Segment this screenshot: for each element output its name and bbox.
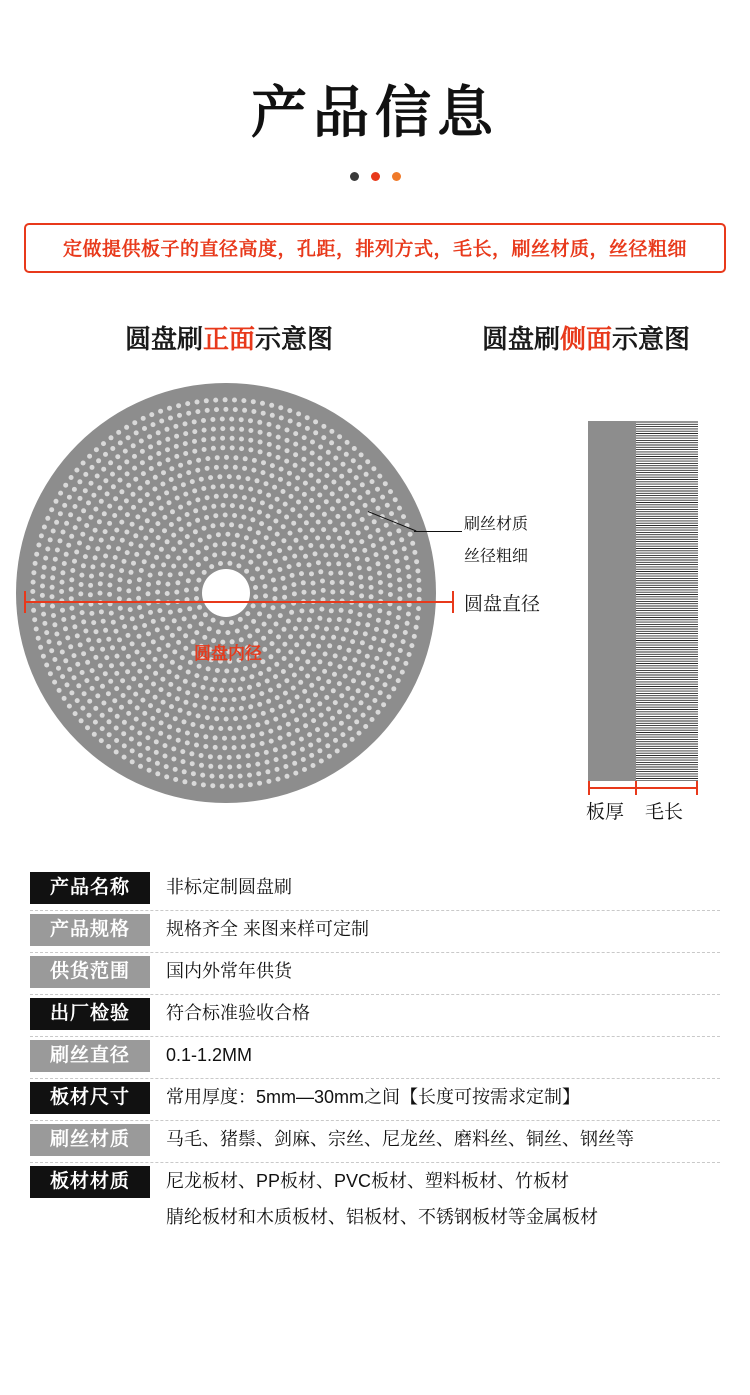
label-inner-diameter: 圆盘内径 — [194, 643, 262, 663]
spec-key: 产品规格 — [30, 914, 150, 946]
spec-value-line: 马毛、猪鬃、剑麻、宗丝、尼龙丝、磨料丝、铜丝、钢丝等 — [166, 1128, 634, 1149]
decorative-dots — [0, 172, 750, 181]
notice-banner-wrap — [0, 223, 750, 273]
spec-key: 板材尺寸 — [30, 1082, 150, 1114]
spec-value-line: 尼龙板材、PP板材、PVC板材、塑料板材、竹板材 — [166, 1170, 570, 1191]
dot-orange — [392, 172, 401, 181]
bristle-length-cap-right — [696, 781, 698, 795]
front-caption-suffix: 示意图 — [255, 323, 334, 354]
diagram-captions — [0, 319, 750, 359]
spec-value-line: 常用厚度：5mm—30mm之间【长度可按需求定制】 — [166, 1086, 581, 1107]
spec-value-line: 腈纶板材和木质板材、铝板材、不锈钢板材等金属板材 — [166, 1206, 598, 1227]
spec-value-line: 非标定制圆盘刷 — [166, 876, 292, 897]
side-caption-prefix: 圆盘刷 — [482, 323, 561, 354]
side-plate-body — [588, 421, 636, 781]
label-bristle-length: 毛长 — [645, 801, 684, 823]
table-row — [30, 1079, 720, 1121]
spec-value — [150, 869, 720, 905]
spec-key: 产品名称 — [30, 872, 150, 904]
disc-front-view — [16, 383, 541, 803]
disc-center-hole — [202, 569, 250, 617]
front-view-caption — [125, 319, 333, 356]
spec-key: 出厂检验 — [30, 998, 150, 1030]
spec-value — [150, 995, 720, 1031]
product-diagram — [0, 373, 750, 863]
front-caption-highlight: 正面 — [203, 323, 256, 354]
spec-key: 刷丝直径 — [30, 1040, 150, 1072]
specification-table — [30, 869, 720, 1241]
page-title: 产品信息 — [251, 81, 499, 144]
spec-value-line: 规格齐全 来图来样可定制 — [166, 918, 369, 939]
plate-thickness-line — [588, 787, 636, 789]
leader-line-material — [414, 531, 462, 532]
table-row — [30, 1121, 720, 1163]
table-row — [30, 911, 720, 953]
page-header — [0, 0, 750, 181]
label-bristle-material: 刷丝材质 — [464, 515, 529, 533]
custom-order-notice: 定做提供板子的直径高度，孔距，排列方式，毛长，刷丝材质，丝径粗细 — [24, 223, 726, 273]
dot-dark — [350, 172, 359, 181]
spec-value-line: 符合标准验收合格 — [166, 1002, 310, 1023]
spec-value — [150, 1079, 720, 1115]
bristle-length-line — [636, 787, 698, 789]
table-row — [30, 995, 720, 1037]
side-view-caption — [482, 319, 690, 356]
spec-key: 板材材质 — [30, 1166, 150, 1198]
table-row — [30, 869, 720, 911]
spec-key: 供货范围 — [30, 956, 150, 988]
dot-red — [371, 172, 380, 181]
table-row — [30, 1037, 720, 1079]
spec-value-line: 0.1-1.2MM — [166, 1044, 253, 1065]
spec-value-line: 国内外常年供货 — [166, 960, 292, 981]
side-caption-suffix: 示意图 — [612, 323, 691, 354]
spec-value — [150, 953, 720, 989]
table-row — [30, 1163, 720, 1241]
spec-key: 刷丝材质 — [30, 1124, 150, 1156]
label-disc-diameter: 圆盘直径 — [464, 593, 541, 615]
spec-value — [150, 1163, 720, 1235]
disc-side-view — [560, 373, 730, 843]
spec-value — [150, 911, 720, 947]
label-wire-diameter: 丝径粗细 — [464, 547, 529, 565]
front-caption-prefix: 圆盘刷 — [125, 323, 204, 354]
diameter-line — [24, 601, 454, 603]
side-caption-highlight: 侧面 — [560, 323, 613, 354]
table-row — [30, 953, 720, 995]
side-bristles — [636, 421, 698, 781]
spec-value — [150, 1037, 720, 1073]
label-plate-thickness: 板厚 — [586, 801, 625, 823]
spec-value — [150, 1121, 720, 1157]
